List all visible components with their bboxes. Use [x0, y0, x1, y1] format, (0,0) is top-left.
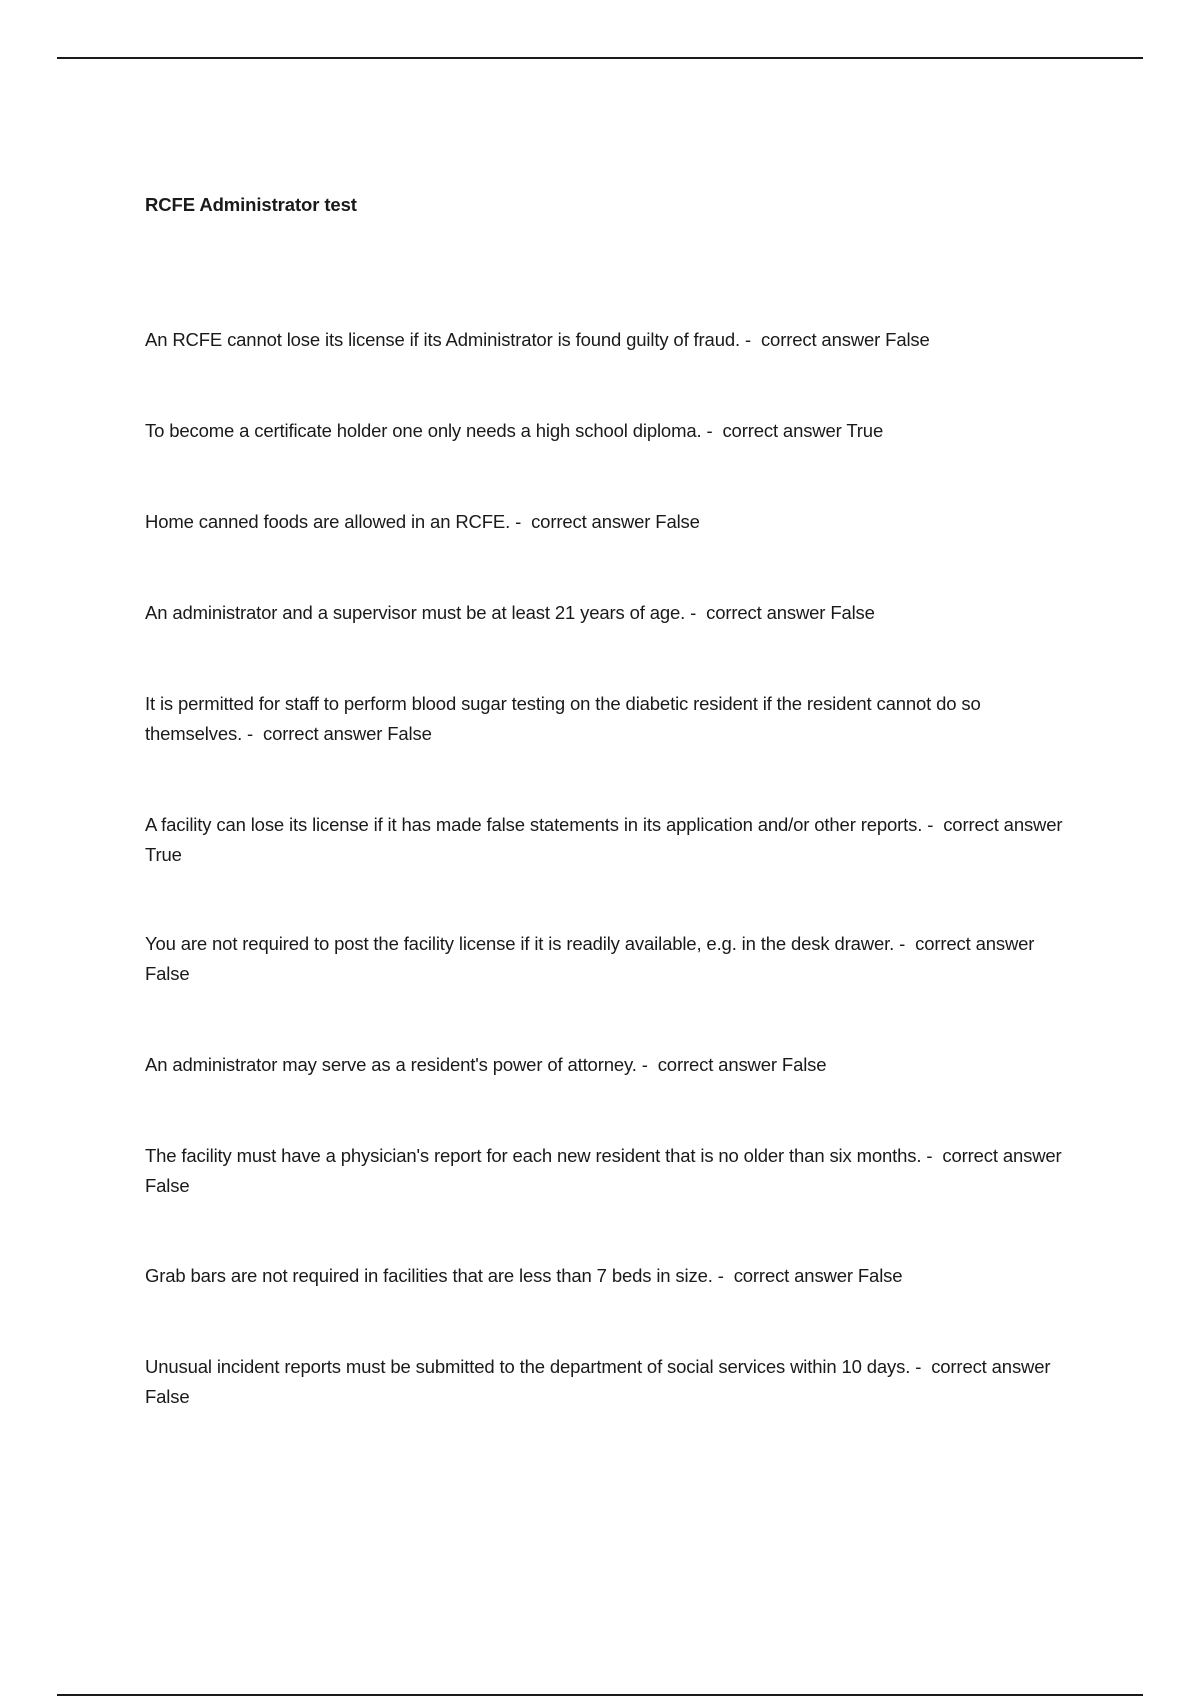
list-item	[145, 1352, 1075, 1412]
question-text: Unusual incident reports must be submitted to the department of social services within 10 days.	[145, 1356, 911, 1377]
separator: -	[894, 933, 916, 954]
separator: -	[739, 329, 761, 350]
answer-value: True	[145, 844, 182, 865]
answer-value: False	[781, 1054, 827, 1075]
list-item	[145, 507, 1075, 537]
answer-prefix: correct answer	[722, 420, 842, 441]
question-text: Grab bars are not required in facilities that are less than 7 beds in size.	[145, 1265, 713, 1286]
answer-value: False	[857, 1265, 903, 1286]
question-text: An RCFE cannot lose its license if its Administrator is found guilty of fraud.	[145, 329, 740, 350]
document-title: RCFE Administrator test	[145, 194, 357, 215]
question-text: You are not required to post the facility license if it is readily available, e.g. in the desk drawer.	[145, 933, 895, 954]
separator: -	[242, 723, 264, 744]
answer-prefix: correct answer	[263, 723, 383, 744]
answer-value: False	[145, 963, 190, 984]
list-item	[145, 1050, 1075, 1080]
separator: -	[921, 1145, 943, 1166]
answer-prefix: correct answer	[531, 511, 651, 532]
question-text: An administrator and a supervisor must be at least 21 years of age.	[145, 602, 686, 623]
answer-prefix: correct answer	[706, 602, 826, 623]
list-item	[145, 810, 1075, 870]
question-text: To become a certificate holder one only needs a high school diploma.	[145, 420, 702, 441]
answer-prefix: correct answer	[760, 329, 881, 350]
list-item	[145, 929, 1075, 989]
answer-prefix: correct answer	[931, 1356, 1051, 1377]
answer-prefix: correct answer	[733, 1265, 853, 1286]
question-text: The facility must have a physician's report for each new resident that is no older than six months.	[145, 1145, 922, 1166]
answer-value: False	[830, 602, 875, 623]
answer-prefix: correct answer	[943, 814, 1063, 835]
bottom-rule	[57, 1694, 1143, 1696]
answer-value: False	[885, 329, 930, 350]
question-text: A facility can lose its license if it has made false statements in its application and/or other reports.	[145, 814, 923, 835]
list-item	[145, 416, 1075, 446]
list-item	[145, 1261, 1075, 1291]
answer-prefix: correct answer	[942, 1145, 1062, 1166]
top-rule	[57, 57, 1143, 59]
answer-value: False	[655, 511, 700, 532]
separator: -	[636, 1054, 658, 1075]
answer-prefix: correct answer	[915, 933, 1035, 954]
answer-value: False	[387, 723, 432, 744]
list-item	[145, 325, 1075, 355]
question-text: Home canned foods are allowed in an RCFE.	[145, 511, 511, 532]
answer-prefix: correct answer	[657, 1054, 777, 1075]
separator: -	[510, 511, 532, 532]
separator: -	[922, 814, 944, 835]
answer-value: False	[145, 1386, 190, 1407]
separator: -	[712, 1265, 734, 1286]
list-item	[145, 689, 1075, 749]
list-item	[145, 1141, 1075, 1201]
question-text: It is permitted for staff to perform blood sugar testing on the diabetic resident if the resident cannot do so themselves.	[145, 693, 986, 744]
answer-value: True	[846, 420, 884, 441]
question-text: An administrator may serve as a resident's power of attorney.	[145, 1054, 637, 1075]
separator: -	[701, 420, 723, 441]
separator: -	[910, 1356, 932, 1377]
separator: -	[685, 602, 707, 623]
answer-value: False	[145, 1175, 190, 1196]
list-item	[145, 598, 1075, 628]
